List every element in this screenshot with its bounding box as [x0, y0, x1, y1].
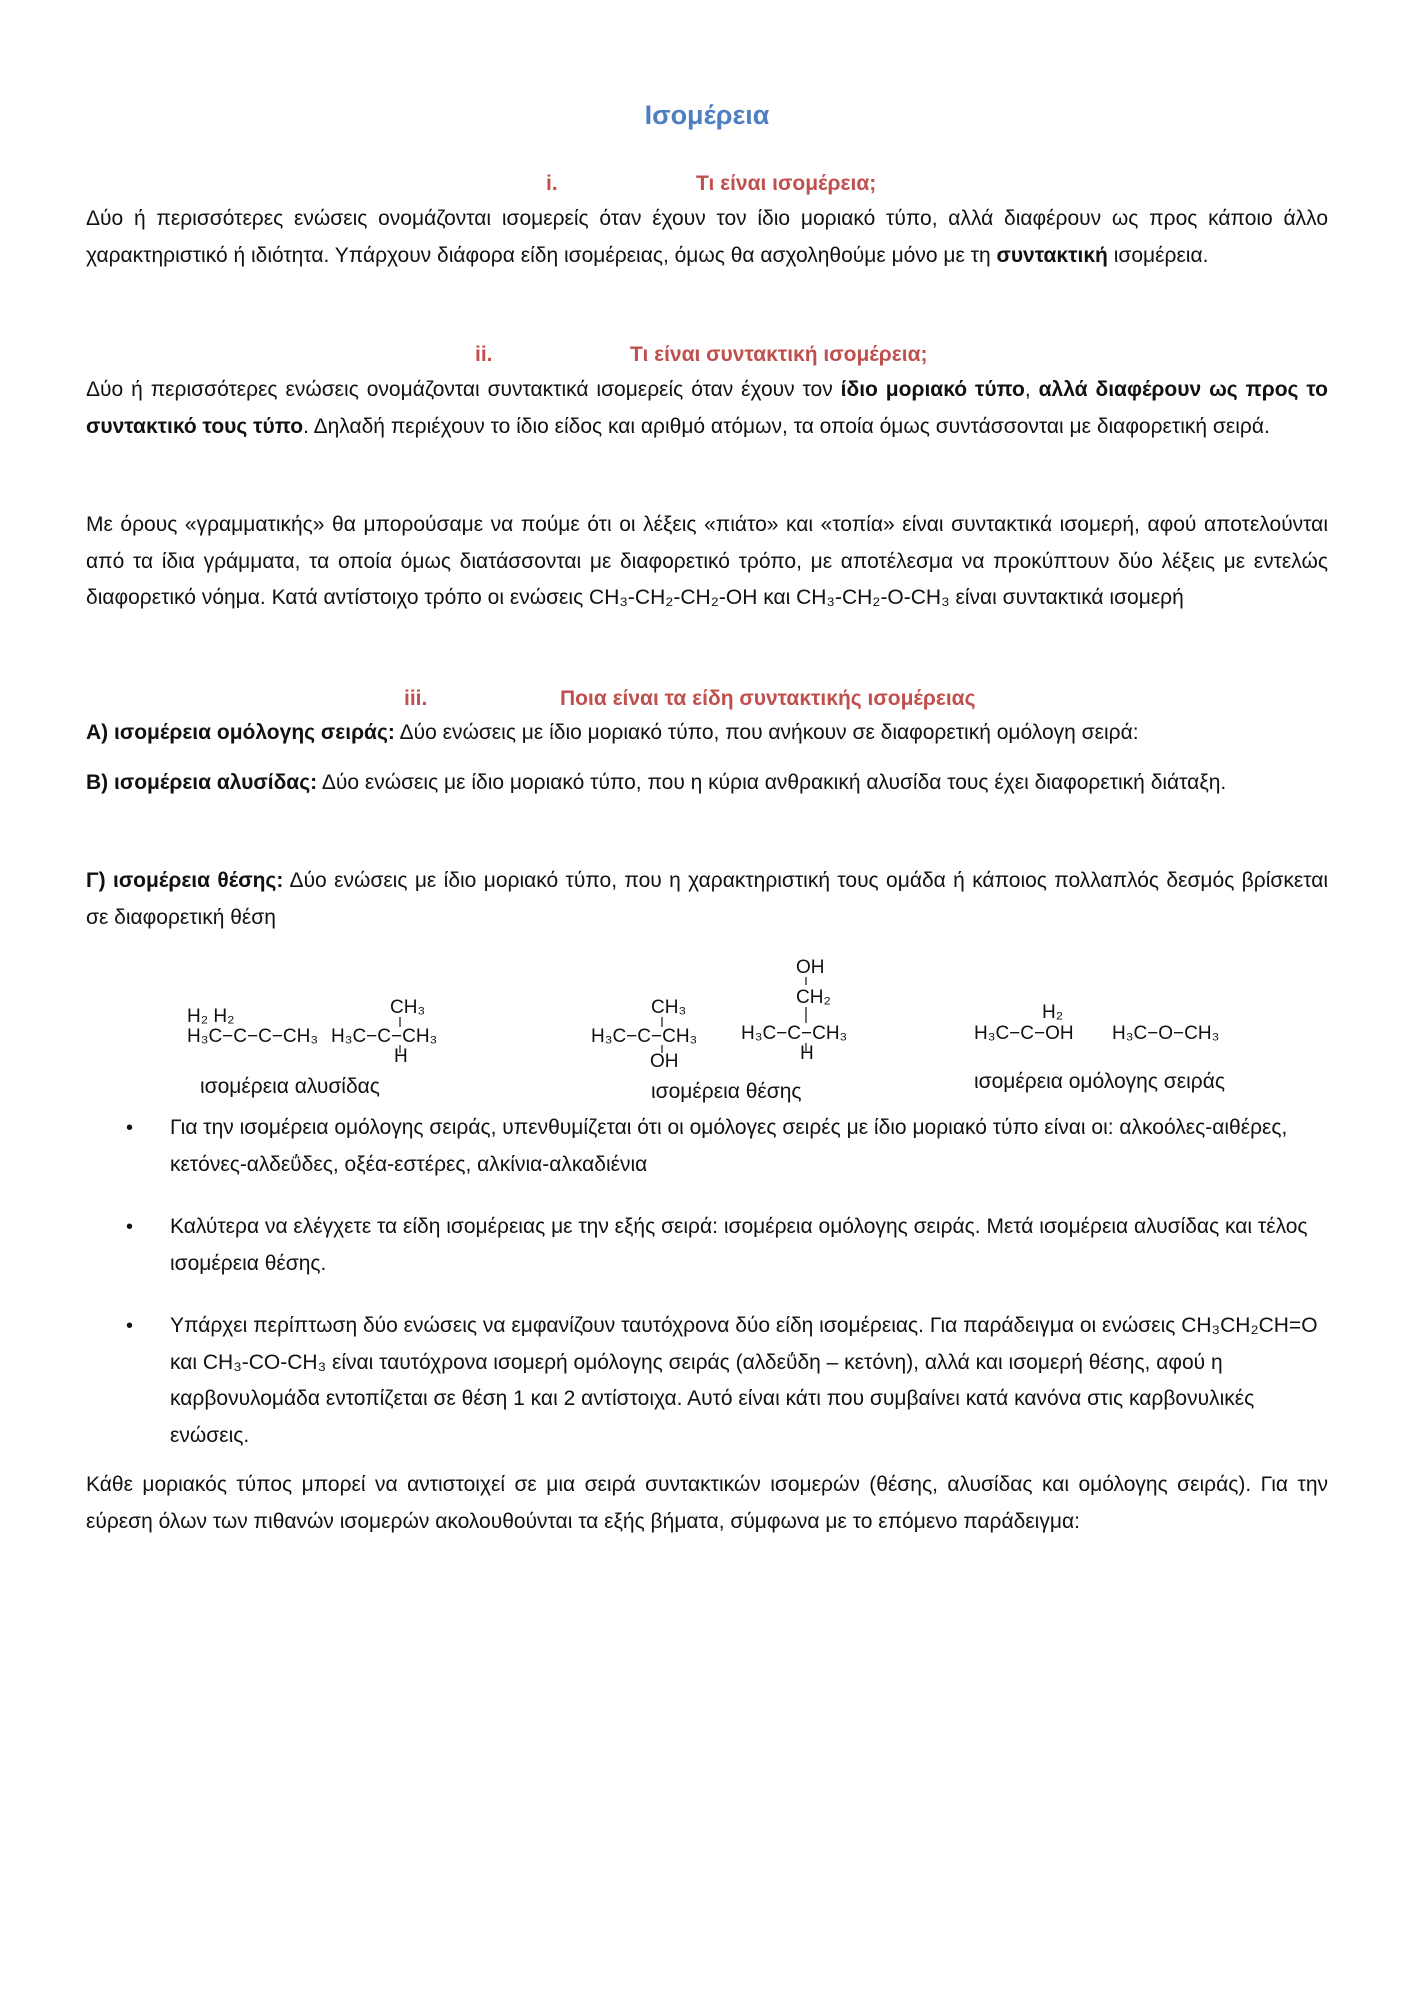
section-number: iii.: [404, 687, 428, 710]
svg-text:CH₂: CH₂: [796, 987, 831, 1008]
svg-text:H₃C−C−C−CH₃: H₃C−C−C−CH₃: [187, 1026, 319, 1047]
caption-position-isomerism: ισομέρεια θέσης: [651, 1080, 802, 1103]
svg-text:H₂ H₂: H₂ H₂: [187, 1006, 235, 1027]
svg-text:H₃C−C−CH₃: H₃C−C−CH₃: [741, 1023, 848, 1044]
section-number: ii.: [475, 343, 493, 366]
list-item: • Καλύτερα να ελέγχετε τα είδη ισομέρειας με την εξής σειρά: ισομέρεια ομόλογης σειράς. Μετά ισομέρεια αλυσίδας και τέλος ισομέρεια θέσης.: [86, 1209, 1328, 1282]
page-title: Ισομέρεια: [644, 100, 770, 130]
svg-text:H₃C−C−CH₃: H₃C−C−CH₃: [591, 1026, 698, 1047]
section-title: Τι είναι ισομέρεια;: [696, 172, 877, 195]
section-title: Τι είναι συντακτική ισομέρεια;: [630, 343, 928, 366]
svg-text:OH: OH: [796, 957, 825, 978]
isomerism-type-b: Β) ισομέρεια αλυσίδας: Δύο ενώσεις με ίδιο μοριακό τύπο, που η κύρια ανθρακική αλυσίδα τους έχει διαφορετική διάταξη.: [86, 771, 1227, 794]
notes-list: [86, 1110, 1328, 1454]
1-propanol-branched-structure: [741, 957, 847, 1064]
section-number: i.: [546, 172, 558, 195]
paragraph-structural-isomerism: Δύο ή περισσότερες ενώσεις ονομάζονται συντακτικά ισομερείς όταν έχουν τον ίδιο μοριακό τύπο, αλλά διαφέρουν ως προς το συντακτικό τους τύπο. Δηλαδή περιέχουν το ίδιο είδος και αριθμό ατόμων, τα οποία όμως συντάσσονται με διαφορετική σειρά.: [86, 378, 1328, 438]
section-heading-2: [86, 343, 1328, 373]
section-title: Ποια είναι τα είδη συντακτικής ισομέρειας: [560, 687, 976, 710]
caption-homologous-series-isomerism: ισομέρεια ομόλογης σειράς: [974, 1070, 1225, 1093]
isomer-structures-figure: [86, 955, 1328, 1105]
paragraph-isomerism-definition: Δύο ή περισσότερες ενώσεις ονομάζονται ισομερείς όταν έχουν τον ίδιο μοριακό τύπο, αλλά διαφέρουν ως προς κάποιο άλλο χαρακτηριστικό ή ιδιότητα. Υπάρχουν διάφορα είδη ισομέρειας, όμως θα ασχοληθούμε μόνο με τη συντακτική ισομέρεια.: [86, 207, 1328, 267]
svg-text:H₂: H₂: [1042, 1002, 1064, 1023]
svg-text:OH: OH: [650, 1051, 679, 1072]
dimethyl-ether-structure: [1112, 1023, 1219, 1044]
bullet-icon: •: [126, 1117, 134, 1139]
list-item: • Για την ισομέρεια ομόλογης σειράς, υπενθυμίζεται ότι οι ομόλογες σειρές με ίδιο μοριακό τύπο είναι οι: αλκοόλες-αιθέρες, κετόνες-αλδεΰδες, οξέα-εστέρες, αλκίνια-αλκαδιένια: [86, 1110, 1328, 1183]
isomerism-type-g: Γ) ισομέρεια θέσης: Δύο ενώσεις με ίδιο μοριακό τύπο, που η χαρακτηριστική τους ομάδα ή κάποιος πολλαπλός δεσμός βρίσκεται σε διαφορετική θέση: [86, 869, 1328, 929]
butane-structure: [187, 1006, 318, 1047]
section-heading-1: [86, 172, 1328, 202]
caption-chain-isomerism: ισομέρεια αλυσίδας: [200, 1075, 380, 1098]
svg-text:H₃C−C−CH₃: H₃C−C−CH₃: [331, 1026, 438, 1047]
svg-text:H: H: [800, 1043, 814, 1064]
section-heading-3: [86, 687, 1328, 717]
svg-text:H: H: [394, 1046, 408, 1067]
bullet-icon: •: [126, 1216, 134, 1238]
svg-text:CH₃: CH₃: [390, 997, 426, 1018]
isomerism-type-a: Α) ισομέρεια ομόλογης σειράς: Δύο ενώσεις με ίδιο μοριακό τύπο, που ανήκουν σε διαφορετική ομόλογη σειρά:: [86, 721, 1139, 744]
list-item: • Υπάρχει περίπτωση δύο ενώσεις να εμφανίζουν ταυτόχρονα δύο είδη ισομέρειας. Για παράδειγμα οι ενώσεις CH₃CH₂CH=O και CH₃-CO-CH₃ είναι ταυτόχρονα ισομερή ομόλογης σειράς (αλδεΰδη – κετόνη), αλλά και ισομερή θέσης, αφού η καρβονυλομάδα εντοπίζεται σε θέση 1 και 2 αντίστοιχα. Αυτό είναι κάτι που συμβαίνει κατά κανόνα στις καρβονυλικές ενώσεις.: [86, 1308, 1328, 1454]
paragraph-grammar-analogy: Με όρους «γραμματικής» θα μπορούσαμε να πούμε ότι οι λέξεις «πιάτο» και «τοπία» είναι συντακτικά ισομερή, αφού αποτελούνται από τα ίδια γράμματα, τα οποία όμως διατάσσονται με διαφορετικό τρόπο, με αποτέλεσμα να προκύπτουν δύο λέξεις με εντελώς διαφορετικό νόημα. Κατά αντίστοιχο τρόπο οι ενώσεις CH₃-CH₂-CH₂-OH και CH₃-CH₂-O-CH₃ είναι συντακτικά ισομερή: [86, 513, 1328, 609]
svg-text:H₃C−C−OH: H₃C−C−OH: [974, 1023, 1074, 1044]
svg-text:CH₃: CH₃: [651, 997, 687, 1018]
2-butanol-like-structure: [591, 997, 697, 1072]
bullet-icon: •: [126, 1315, 134, 1337]
ethanol-structure: [974, 1002, 1074, 1044]
isobutane-structure: [331, 997, 437, 1067]
svg-text:H₃C−O−CH₃: H₃C−O−CH₃: [1112, 1023, 1220, 1044]
paragraph-finding-isomers: Κάθε μοριακός τύπος μπορεί να αντιστοιχεί σε μια σειρά συντακτικών ισομερών (θέσης, αλυσίδας και ομόλογης σειράς). Για την εύρεση όλων των πιθανών ισομερών ακολουθούνται τα εξής βήματα, σύμφωνα με το επόμενο παράδειγμα:: [86, 1473, 1328, 1533]
